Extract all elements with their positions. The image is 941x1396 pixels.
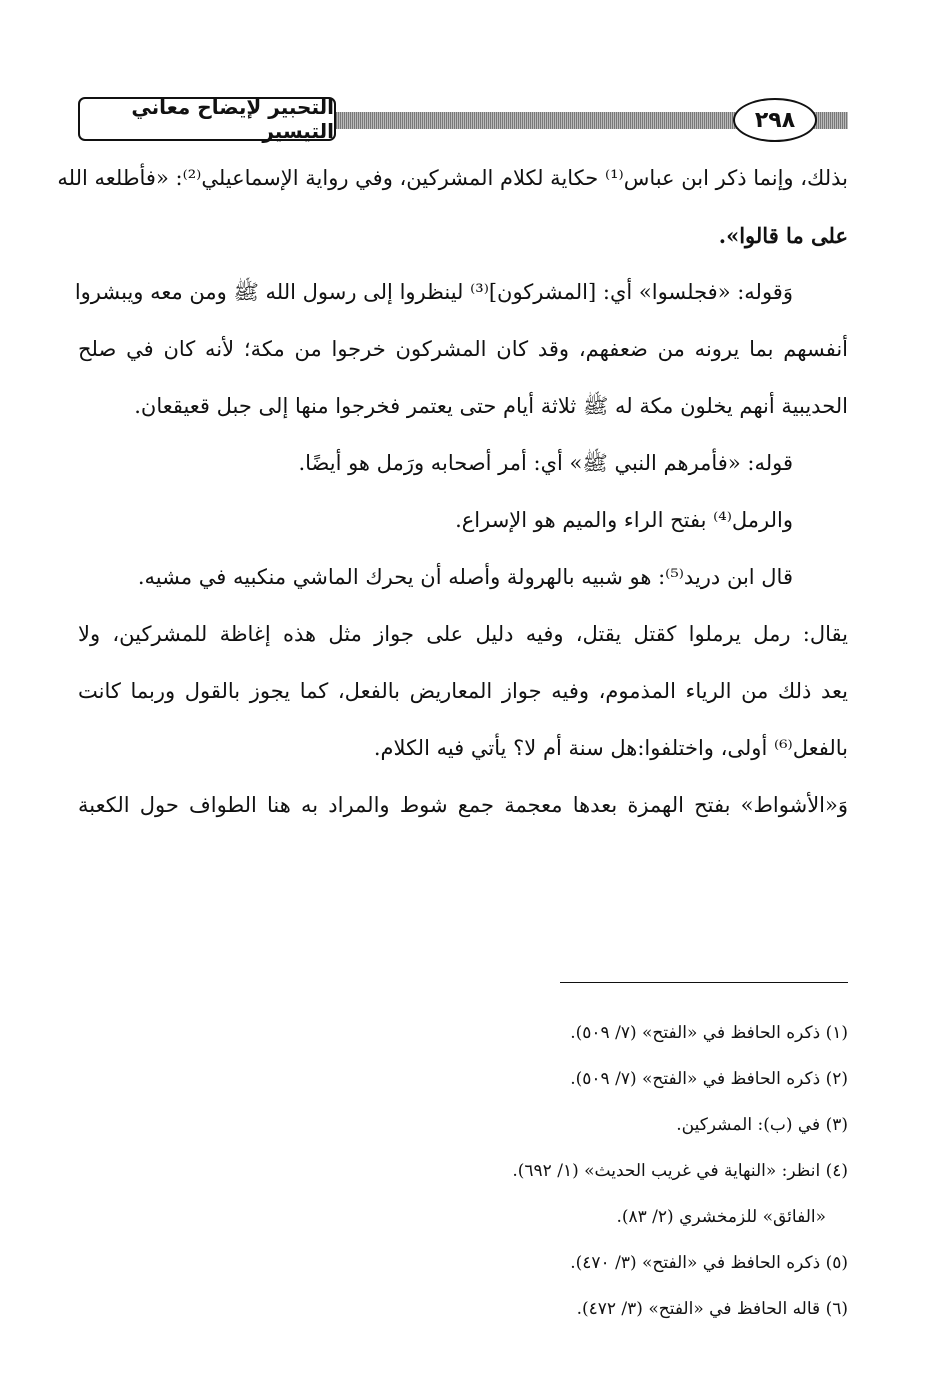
- footnote: (٦) قاله الحافظ في «الفتح» (٣/ ٤٧٢).: [576, 1299, 848, 1319]
- text-line: الحديبية أنهم يخلون مكة له ﷺ ثلاثة أيام حتى يعتمر فخرجوا منها إلى جبل قعيقعان.: [134, 394, 848, 418]
- book-title: التحبير لإيضاح معاني التيسير: [78, 97, 336, 141]
- footnote: (١) ذكره الحافظ في «الفتح» (٧/ ٥٠٩).: [570, 1023, 848, 1043]
- text-line: بذلك، وإنما ذكر ابن عباس⁽¹⁾ حكاية لكلام المشركين، وفي رواية الإسماعيلي⁽²⁾: «فأطلعه الله: [57, 166, 848, 190]
- text-line: على ما قالوا».: [718, 223, 848, 248]
- text-line: يعد ذلك من الرياء المذموم، وفيه جواز المعاريض بالفعل، كما يجوز بالقول وربما كانت: [78, 679, 848, 703]
- footnote: (٢) ذكره الحافظ في «الفتح» (٧/ ٥٠٩).: [570, 1069, 848, 1089]
- footnote: (٥) ذكره الحافظ في «الفتح» (٣/ ٤٧٠).: [570, 1253, 848, 1273]
- text-line: يقال: رمل يرملوا كقتل يقتل، وفيه دليل على جواز مثل هذه إغاظة للمشركين، ولا: [78, 622, 848, 646]
- footnote-separator: [560, 982, 848, 983]
- page-number: ٢٩٨: [733, 98, 817, 142]
- footnote: «الفائق» للزمخشري (٢/ ٨٣).: [616, 1207, 826, 1227]
- text-line: وَقوله: «فجلسوا» أي: [المشركون]⁽³⁾ لينظروا إلى رسول الله ﷺ ومن معه ويبشروا: [74, 280, 793, 304]
- text-line: قوله: «فأمرهم النبي ﷺ» أي: أمر أصحابه ورَمل هو أيضًا.: [298, 451, 793, 475]
- footnote: (٤) انظر: «النهاية في غريب الحديث» (١/ ٦٩٢).: [512, 1161, 848, 1181]
- text-line: وَ«الأشواط» بفتح الهمزة بعدها معجمة جمع شوط والمراد به هنا الطواف حول الكعبة: [78, 793, 848, 817]
- text-line: والرمل⁽⁴⁾ بفتح الراء والميم هو الإسراع.: [455, 508, 793, 532]
- text-line: أنفسهم بما يرونه من ضعفهم، وقد كان المشركون خرجوا من مكة؛ لأنه كان في صلح: [78, 337, 848, 361]
- text-line: قال ابن دريد⁽⁵⁾: هو شبيه بالهرولة وأصله أن يحرك الماشي منكبيه في مشيه.: [137, 565, 793, 589]
- footnote: (٣) في (ب): المشركين.: [676, 1115, 848, 1135]
- footnotes: [78, 1010, 848, 1332]
- running-header: [78, 97, 848, 147]
- main-text: [57, 150, 848, 834]
- text-line: بالفعل⁽⁶⁾ أولى، واختلفوا:هل سنة أم لا؟ يأتي فيه الكلام.: [373, 736, 848, 760]
